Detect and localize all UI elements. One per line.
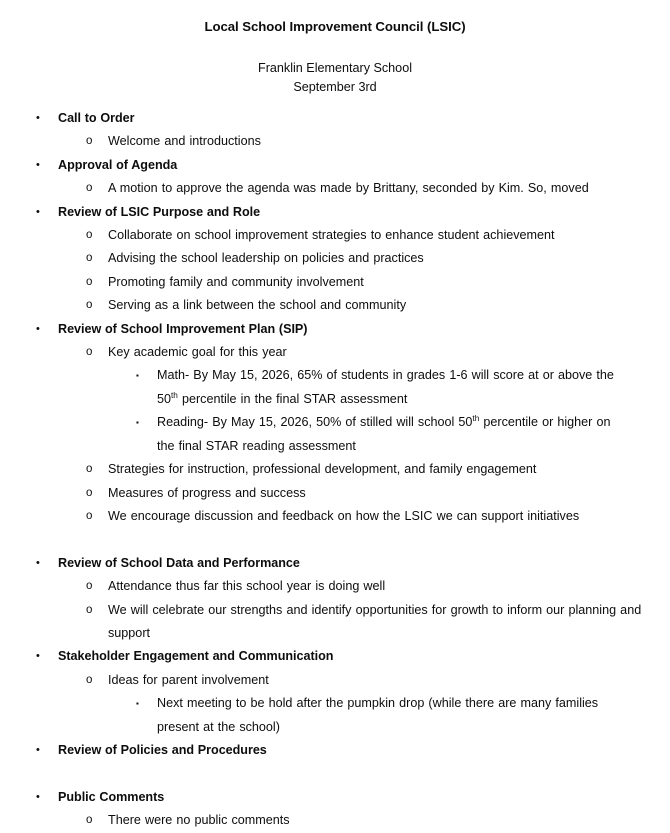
- ordinal-suffix: th: [171, 390, 178, 400]
- agenda-sub-item: [0, 224, 670, 247]
- disc-bullet-icon: •: [36, 556, 40, 569]
- agenda-sub-item: [0, 341, 670, 364]
- agenda-section-heading: [0, 318, 670, 341]
- section-heading-text: Stakeholder Engagement and Communication: [58, 649, 334, 664]
- circle-bullet-icon: o: [86, 135, 93, 148]
- square-bullet-icon: ▪: [136, 371, 139, 381]
- agenda-sub-item: [0, 599, 670, 646]
- disc-bullet-icon: •: [36, 650, 40, 663]
- agenda-sub-item: [0, 177, 670, 200]
- sub-sub-item-text: [157, 364, 633, 411]
- disc-bullet-icon: •: [36, 205, 40, 218]
- sub-item-text: Ideas for parent involvement: [108, 672, 269, 687]
- agenda-sub-sub-item: [0, 692, 670, 739]
- meeting-date: September 3rd: [293, 79, 377, 94]
- agenda-outline: [0, 96, 670, 833]
- agenda-sub-item: [0, 505, 670, 528]
- disc-bullet-icon: •: [36, 743, 40, 756]
- agenda-sub-item: [0, 294, 670, 317]
- agenda-section-heading: [0, 786, 670, 809]
- section-heading-text: Review of School Improvement Plan (SIP): [58, 321, 308, 336]
- paragraph-spacer: [0, 528, 670, 551]
- goal-text-suffix: percentile in the final STAR assessment: [177, 391, 408, 406]
- agenda-sub-item: [0, 247, 670, 270]
- goal-text-suffix: percentile or higher on the final STAR reading assessment: [157, 415, 611, 453]
- circle-bullet-icon: o: [86, 229, 93, 242]
- sub-item-text: Welcome and introductions: [108, 134, 261, 149]
- ordinal-suffix: th: [472, 414, 480, 424]
- sub-item-text: Advising the school leadership on policies and practices: [108, 251, 424, 266]
- sub-item-text: Measures of progress and success: [108, 485, 306, 500]
- circle-bullet-icon: o: [86, 580, 93, 593]
- square-bullet-icon: ▪: [136, 699, 139, 709]
- sub-item-text: Collaborate on school improvement strategies to enhance student achievement: [108, 228, 555, 243]
- section-heading-text: Review of LSIC Purpose and Role: [58, 204, 261, 219]
- agenda-section-heading: [0, 201, 670, 224]
- agenda-sub-item: [0, 809, 670, 832]
- agenda-section-heading: [0, 739, 670, 762]
- sub-item-text: Attendance thus far this school year is doing well: [108, 579, 386, 594]
- sub-item-text: Key academic goal for this year: [108, 345, 287, 360]
- sub-item-text: A motion to approve the agenda was made by Brittany, seconded by Kim. So, moved: [108, 181, 589, 196]
- agenda-sub-item: [0, 575, 670, 598]
- sub-item-text: Promoting family and community involvement: [108, 274, 364, 289]
- square-bullet-icon: ▪: [136, 418, 139, 428]
- disc-bullet-icon: •: [36, 790, 40, 803]
- circle-bullet-icon: o: [86, 673, 93, 686]
- circle-bullet-icon: o: [86, 346, 93, 359]
- goal-text-prefix: Math- By May 15, 2026, 65% of students in grades 1-6 will score at or above the 50: [157, 368, 614, 406]
- section-heading-text: Review of Policies and Procedures: [58, 742, 267, 757]
- disc-bullet-icon: •: [36, 322, 40, 335]
- agenda-sub-item: [0, 458, 670, 481]
- sub-item-text: There were no public comments: [108, 813, 290, 828]
- goal-text-prefix: Reading- By May 15, 2026, 50% of stilled will school 50: [157, 415, 473, 430]
- section-heading-text: Approval of Agenda: [58, 157, 178, 172]
- sub-item-text: We will celebrate our strengths and identify opportunities for growth to inform our planning and support: [108, 602, 642, 640]
- circle-bullet-icon: o: [86, 275, 93, 288]
- circle-bullet-icon: o: [86, 814, 93, 827]
- sub-sub-item-text: [157, 411, 631, 458]
- sub-sub-item-text: Next meeting to be hold after the pumpkin drop (while there are many families present at the school): [157, 696, 599, 734]
- agenda-section-heading: [0, 552, 670, 575]
- agenda-section-heading: [0, 107, 670, 130]
- circle-bullet-icon: o: [86, 299, 93, 312]
- sub-item-text: Strategies for instruction, professional development, and family engagement: [108, 462, 537, 477]
- agenda-sub-sub-item: [0, 364, 670, 411]
- agenda-sub-item: [0, 271, 670, 294]
- document-subheading-block: [0, 35, 670, 96]
- agenda-sub-item: [0, 482, 670, 505]
- circle-bullet-icon: o: [86, 603, 93, 616]
- circle-bullet-icon: o: [86, 463, 93, 476]
- disc-bullet-icon: •: [36, 158, 40, 171]
- school-name: Franklin Elementary School: [258, 61, 412, 75]
- section-heading-text: Public Comments: [58, 789, 165, 804]
- circle-bullet-icon: o: [86, 182, 93, 195]
- section-heading-text: Review of School Data and Performance: [58, 555, 300, 570]
- circle-bullet-icon: o: [86, 509, 93, 522]
- paragraph-spacer: [0, 762, 670, 785]
- agenda-section-heading: [0, 645, 670, 668]
- disc-bullet-icon: •: [36, 112, 40, 124]
- agenda-section-heading: [0, 154, 670, 177]
- page-title: Local School Improvement Council (LSIC): [204, 19, 466, 34]
- sub-item-text: We encourage discussion and feedback on how the LSIC we can support initiatives: [108, 508, 580, 523]
- sub-item-text: Serving as a link between the school and community: [108, 298, 407, 313]
- agenda-sub-item: [0, 130, 670, 153]
- circle-bullet-icon: o: [86, 486, 93, 499]
- agenda-sub-sub-item: [0, 411, 670, 458]
- section-heading-text: Call to Order: [58, 111, 135, 125]
- circle-bullet-icon: o: [86, 252, 93, 265]
